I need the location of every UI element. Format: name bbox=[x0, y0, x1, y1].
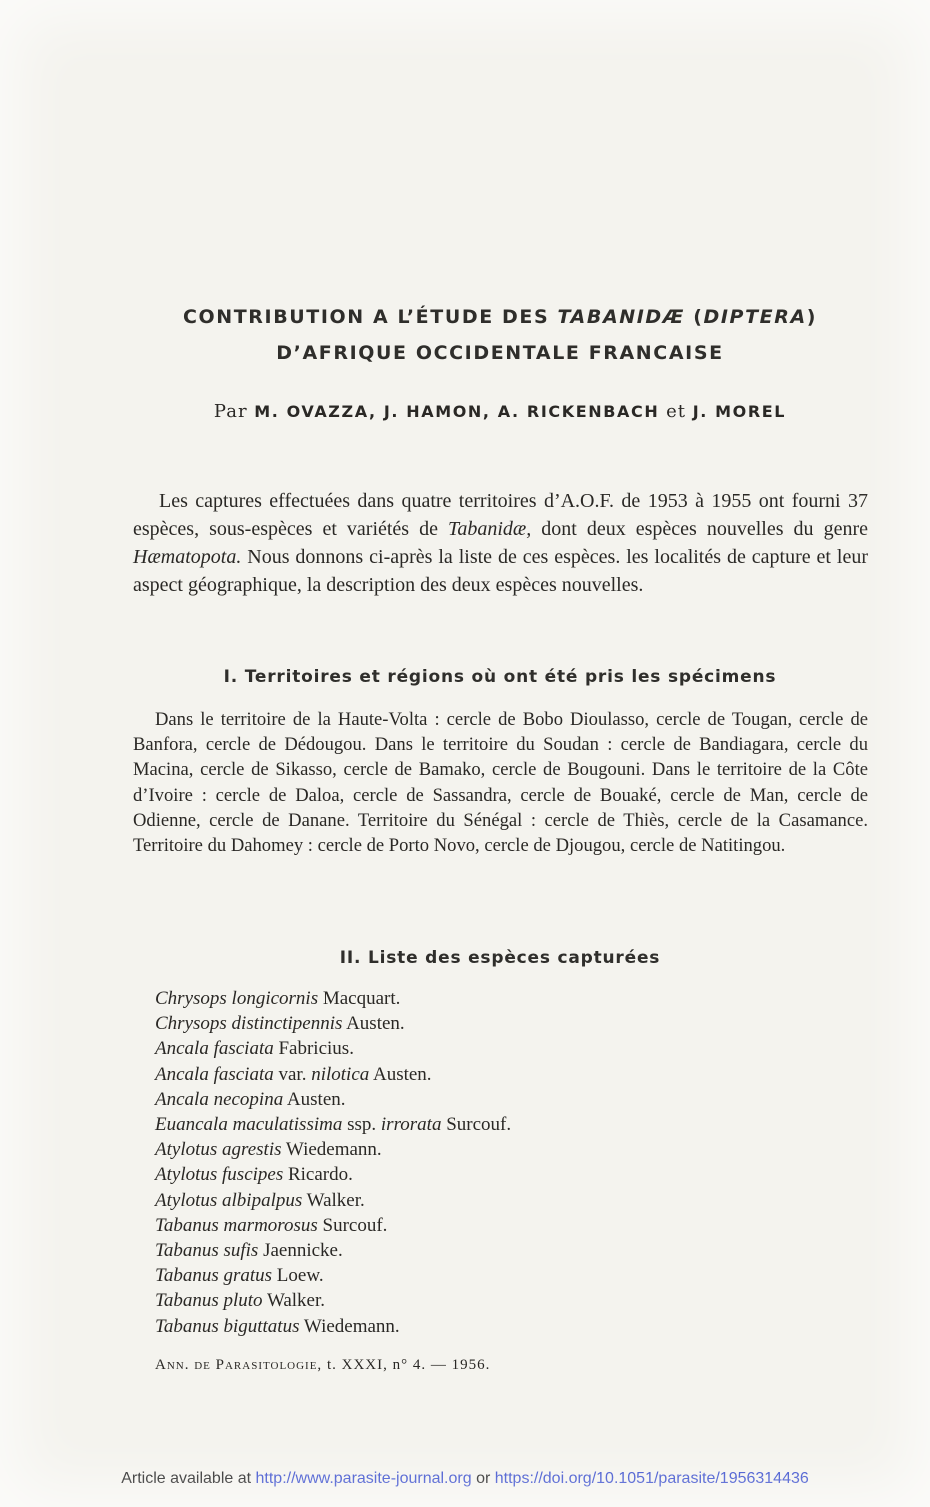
abstract bbox=[133, 487, 868, 599]
list-item bbox=[155, 1112, 855, 1137]
title-text: ( bbox=[685, 306, 704, 328]
species-author: Surcouf. bbox=[441, 1114, 512, 1136]
species-name: Atylotus agrestis bbox=[155, 1139, 282, 1161]
availability-footer bbox=[0, 1470, 930, 1488]
species-name: Atylotus albipalpus bbox=[155, 1189, 303, 1211]
list-item bbox=[155, 1062, 855, 1087]
title-text: CONTRIBUTION A L’ÉTUDE DES bbox=[182, 306, 558, 328]
abstract-taxon: Tabanidæ, bbox=[448, 518, 532, 540]
subspecies-name: irrorata bbox=[380, 1114, 442, 1136]
list-item bbox=[155, 1087, 855, 1112]
species-name: Chrysops distinctipennis bbox=[155, 1013, 343, 1035]
species-name: Chrysops longicornis bbox=[155, 988, 319, 1009]
territories-paragraph: Dans le territoire de la Haute-Volta : cercle de Bobo Dioulasso, cercle de Tougan, cercle de Banfora, cercle de Dédougou. Dans le territoire du Soudan : cercle de Bandiagara, cercle du Macina, cercle de Sikasso, cercle de Bamako, cercle de Bougouni. Dans le territoire de la Côte d’Ivoire : cercle de Daloa, cercle de Sassandra, cercle de Bouaké, cercle de Man, cercle de Odienne, cercle de Danane. Territoire du Sénégal : cercle de Thiès, cercle de la Casamance. Territoire du Dahomey : cercle de Porto Novo, cercle de Djougou, cercle de Natitingou. bbox=[133, 709, 868, 857]
abstract-text: Nous donnons ci-après la liste de ces espèces. les localités de capture et leur aspect géographique, la description des deux espèces nouvelles. bbox=[133, 546, 868, 596]
species-author: Jaennicke. bbox=[258, 1240, 343, 1262]
species-name: Ancala fasciata bbox=[155, 1038, 274, 1060]
authors-conjunction: et bbox=[666, 401, 686, 422]
list-item bbox=[155, 1263, 855, 1288]
article-title-line2: D’AFRIQUE OCCIDENTALE FRANCAISE bbox=[276, 342, 724, 364]
authors-prefix: Par bbox=[213, 401, 248, 422]
list-item bbox=[155, 1162, 855, 1187]
species-name: Tabanus marmorosus bbox=[155, 1214, 318, 1236]
authors-names: M. OVAZZA, J. HAMON, A. RICKENBACH bbox=[254, 402, 660, 421]
species-list bbox=[155, 986, 855, 1339]
author-line bbox=[120, 401, 880, 422]
species-author: Loew. bbox=[272, 1265, 324, 1287]
species-author: Fabricius. bbox=[273, 1038, 354, 1060]
rank-label: var. bbox=[273, 1063, 312, 1085]
species-author: Austen. bbox=[342, 1013, 405, 1035]
list-item bbox=[155, 1213, 855, 1238]
species-name: Tabanus biguttatus bbox=[155, 1315, 300, 1337]
species-author: Surcouf. bbox=[317, 1214, 388, 1236]
authors-last-name: J. MOREL bbox=[692, 402, 787, 421]
article-title-line1 bbox=[120, 306, 880, 328]
list-item bbox=[155, 1188, 855, 1213]
section-heading-species: II. Liste des espèces capturées bbox=[339, 948, 661, 968]
journal-name: Ann. de Parasitologie, bbox=[155, 1357, 323, 1373]
list-item bbox=[155, 1011, 855, 1036]
species-name: Euancala maculatissima bbox=[155, 1114, 343, 1136]
section-heading-territories: I. Territoires et régions où ont été pris les spécimens bbox=[223, 667, 777, 687]
species-name: Atylotus fuscipes bbox=[155, 1164, 284, 1186]
list-item bbox=[155, 1137, 855, 1162]
list-item bbox=[155, 1288, 855, 1313]
list-item bbox=[155, 1314, 855, 1339]
species-author: Austen. bbox=[369, 1063, 432, 1085]
variety-name: nilotica bbox=[311, 1063, 370, 1085]
doi-link[interactable]: https://doi.org/10.1051/parasite/1956314436 bbox=[494, 1470, 809, 1487]
list-item bbox=[155, 986, 855, 1011]
journal-reference bbox=[155, 1357, 855, 1374]
journal-volume: t. XXXI, n° 4. — 1956. bbox=[322, 1357, 491, 1373]
species-name: Ancala fasciata bbox=[155, 1063, 274, 1085]
abstract-genus: Hæmatopota. bbox=[133, 546, 242, 568]
species-name: Tabanus sufis bbox=[155, 1240, 259, 1262]
title-taxon: TABANIDÆ bbox=[557, 306, 686, 328]
species-name: Tabanus gratus bbox=[155, 1265, 273, 1287]
footer-conjunction: or bbox=[471, 1470, 495, 1487]
species-author: Wiedemann. bbox=[281, 1139, 382, 1161]
list-item bbox=[155, 1036, 855, 1061]
rank-label: ssp. bbox=[342, 1114, 381, 1136]
species-author: Ricardo. bbox=[283, 1164, 353, 1186]
footer-prefix: Article available at bbox=[121, 1470, 256, 1487]
abstract-text: dont deux espèces nouvelles du genre bbox=[531, 518, 869, 540]
species-author: Macquart. bbox=[318, 988, 401, 1009]
title-order: DIPTERA bbox=[703, 306, 807, 328]
title-text: ) bbox=[806, 306, 818, 328]
species-name: Ancala necopina bbox=[155, 1088, 284, 1110]
species-author: Austen. bbox=[283, 1088, 346, 1110]
territories-text bbox=[133, 707, 868, 858]
abstract-text: Les captures effectuées dans quatre territoires d’A.O.F. de 1953 à 1955 ont fourni 37 espèces, sous-espèces et variétés de bbox=[133, 490, 868, 540]
species-author: Walker. bbox=[262, 1290, 326, 1312]
species-author: Wiedemann. bbox=[299, 1315, 400, 1337]
species-name: Tabanus pluto bbox=[155, 1290, 263, 1312]
list-item bbox=[155, 1238, 855, 1263]
abstract-paragraph bbox=[133, 487, 868, 599]
species-author: Walker. bbox=[302, 1189, 365, 1211]
journal-link[interactable]: http://www.parasite-journal.org bbox=[255, 1470, 472, 1487]
